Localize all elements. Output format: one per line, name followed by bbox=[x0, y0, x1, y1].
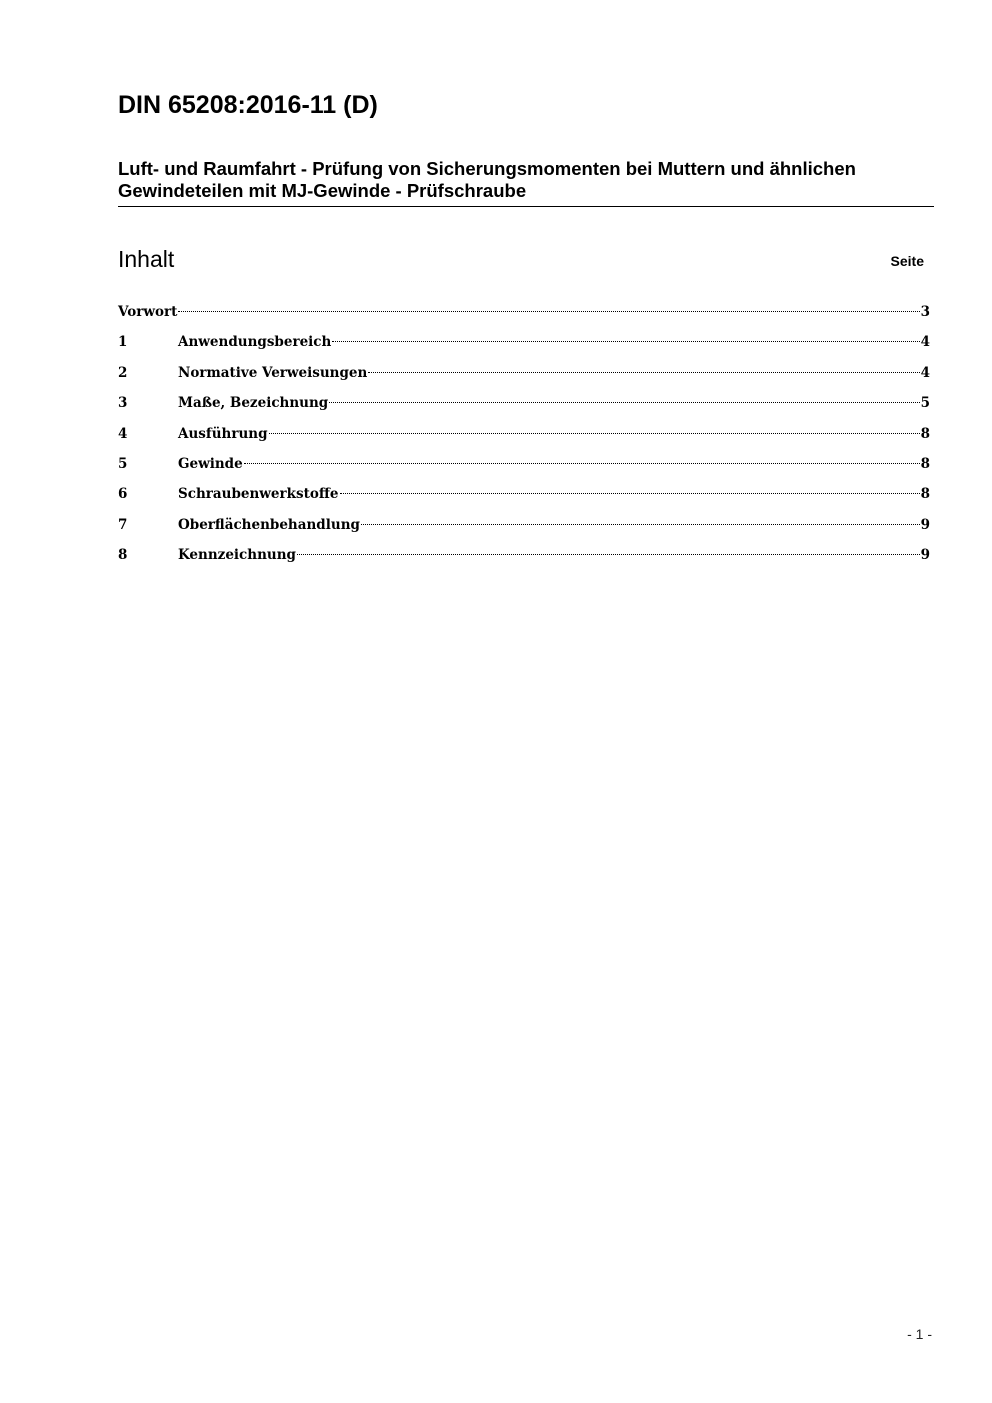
toc-entry[interactable] bbox=[118, 484, 930, 514]
toc-entry-number: 7 bbox=[118, 516, 128, 533]
toc-entry-number: 2 bbox=[118, 364, 128, 381]
toc-entry-page: 8 bbox=[920, 455, 930, 472]
toc-entry-number: 1 bbox=[118, 334, 128, 351]
toc-entry-label: Anwendungsbereich bbox=[178, 334, 332, 351]
toc-entry[interactable] bbox=[118, 302, 930, 332]
toc-dot-leader bbox=[332, 341, 919, 342]
toc-entry[interactable] bbox=[118, 515, 930, 545]
toc-heading: Inhalt bbox=[118, 246, 175, 272]
page-number: - 1 - bbox=[907, 1326, 932, 1342]
toc-entry-label: Gewinde bbox=[178, 455, 243, 472]
toc-dot-leader bbox=[368, 372, 919, 373]
toc-entry[interactable] bbox=[118, 332, 930, 362]
toc-entry[interactable] bbox=[118, 424, 930, 454]
document-title bbox=[118, 158, 934, 202]
toc-entry-label: Oberflächenbehandlung bbox=[178, 516, 360, 533]
toc-dot-leader bbox=[297, 554, 920, 555]
toc-entry-label: Schraubenwerkstoffe bbox=[178, 486, 339, 503]
toc-entry-page: 9 bbox=[920, 516, 930, 533]
toc-entry-number: 8 bbox=[118, 547, 128, 564]
toc-entry-label: Normative Verweisungen bbox=[178, 364, 368, 381]
toc-entry-label: Ausführung bbox=[178, 425, 268, 442]
toc-entry[interactable] bbox=[118, 454, 930, 484]
toc-entry-page: 3 bbox=[920, 304, 930, 320]
toc-entry-label: Maße, Bezeichnung bbox=[178, 395, 329, 412]
toc-entry-page: 9 bbox=[920, 547, 930, 564]
toc-entry-label: Vorwort bbox=[118, 304, 178, 320]
toc-entry-page: 4 bbox=[920, 364, 930, 381]
toc-dot-leader bbox=[269, 433, 920, 434]
toc-dot-leader bbox=[178, 311, 919, 312]
toc-entry-number: 6 bbox=[118, 486, 128, 503]
toc-dot-leader bbox=[244, 463, 920, 464]
toc-entry-page: 8 bbox=[920, 425, 930, 442]
toc-entry-page: 4 bbox=[920, 334, 930, 351]
toc-entry-page: 8 bbox=[920, 486, 930, 503]
toc-dot-leader bbox=[329, 402, 919, 403]
toc-entry-number: 4 bbox=[118, 425, 128, 442]
toc-dot-leader bbox=[340, 493, 920, 494]
toc-entry[interactable] bbox=[118, 363, 930, 393]
document-title-line: Gewindeteilen mit MJ-Gewinde - Prüfschraube bbox=[118, 180, 527, 201]
table-of-contents bbox=[118, 302, 930, 576]
toc-entry[interactable] bbox=[118, 393, 930, 423]
toc-dot-leader bbox=[361, 524, 920, 525]
document-title-line: Luft- und Raumfahrt - Prüfung von Sicherungsmomenten bei Muttern und ähnlichen bbox=[118, 158, 856, 179]
toc-entry-number: 3 bbox=[118, 395, 128, 412]
toc-entry[interactable] bbox=[118, 545, 930, 575]
document-id: DIN 65208:2016-11 (D) bbox=[118, 91, 378, 119]
toc-page-heading: Seite bbox=[890, 253, 924, 269]
title-rule bbox=[118, 206, 934, 207]
toc-entry-page: 5 bbox=[920, 395, 930, 412]
toc-entry-label: Kennzeichnung bbox=[178, 547, 296, 564]
toc-entry-number: 5 bbox=[118, 455, 128, 472]
